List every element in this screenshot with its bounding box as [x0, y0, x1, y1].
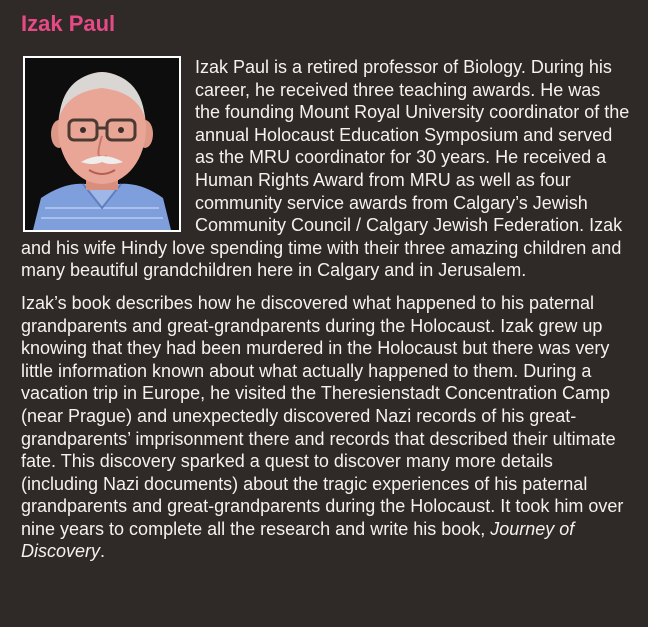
author-photo: [23, 56, 181, 232]
book-description: Izak’s book describes how he discovered what happened to his paternal grandparents and great-grandparents during the Holocaust. Izak grew up knowing that they had been murdered in the Holocaust but there was very little information known about what actually happened to them. During a vacation trip in Europe, he visited the Theresienstadt Concentration Camp (near Prague) and unexpectedly discovered Nazi records of his great-grandparents’ imprisonment there and records that described their ultimate fate. This discovery sparked a quest to discover many more details (including Nazi documents) about the tragic experiences of his paternal grandparents and great-grandparents during the Holocaust. It took him over nine years to complete all the research and write his book,: [21, 292, 624, 539]
author-name: Izak Paul: [21, 11, 116, 36]
book-paragraph-end: .: [100, 541, 106, 562]
book-title: Journey of Discovery: [21, 518, 575, 562]
bio-paragraph: Izak Paul is a retired professor of Biology. During his career, he received three teaching awards. He was the founding Mount Royal University coordinator of the annual Holocaust Education Symposium and served as the MRU coordinator for 30 years. He received a Human Rights Award from MRU as well as four community service awards from Calgary’s Jewish Community Council / Calgary Jewish Federation. Izak and his wife Hindy love spending time with their three amazing children and many beautiful grandchildren here in Calgary and in Jerusalem.: [21, 57, 630, 281]
portrait-photo-icon: [25, 58, 179, 230]
book-paragraph: [21, 292, 630, 563]
